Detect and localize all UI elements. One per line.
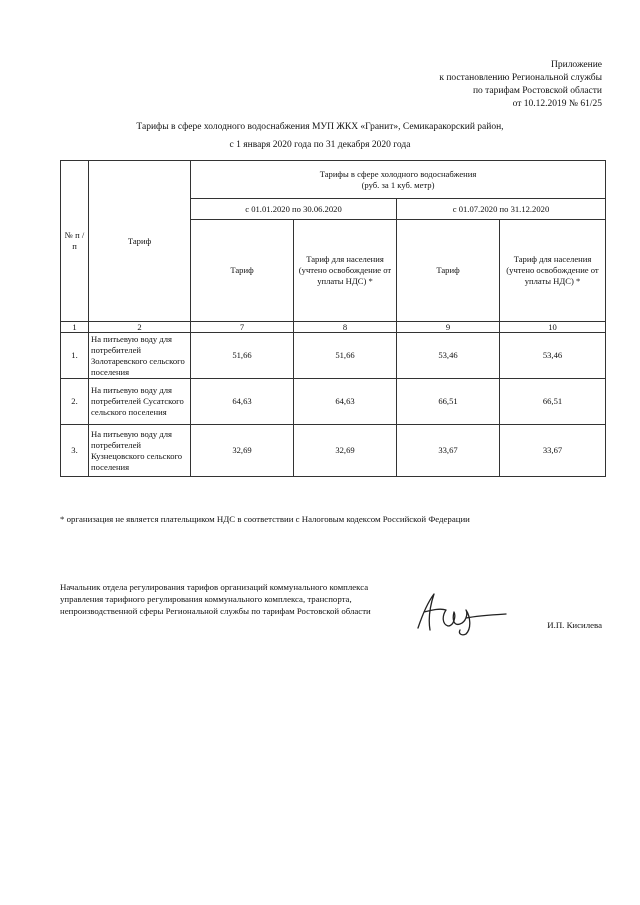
column-number: 1	[61, 322, 89, 333]
row-name: На питьевую воду для потребителей Сусатского сельского поселения	[89, 379, 191, 425]
document-title: Тарифы в сфере холодного водоснабжения МУП ЖКХ «Гранит», Семикаракорский район,	[136, 122, 504, 132]
tariff-table	[60, 160, 606, 477]
table-row	[61, 425, 606, 477]
group-header-line-1: Тарифы в сфере холодного водоснабжения	[319, 168, 477, 179]
column-number: 9	[397, 322, 500, 333]
group-header	[191, 161, 606, 199]
sub-header-population-2: Тариф для населения (учтено освобождение от уплаты НДС) *	[500, 220, 606, 322]
signatory-position: Начальник отдела регулирования тарифов организаций коммунального комплекса управления тарифного регулирования коммунального комплекса, транспорта, непроизводственной сферы Региональной службы по тарифам Ростовской области	[60, 582, 371, 616]
col-header-tariff: Тариф	[89, 161, 191, 322]
col-header-no: № п /п	[61, 161, 89, 322]
handwritten-signature	[410, 588, 510, 638]
row-name: На питьевую воду для потребителей Кузнецовского сельского поселения	[89, 425, 191, 477]
row-value: 51,66	[294, 333, 397, 379]
appendix-line-1: Приложение	[551, 60, 602, 70]
row-no: 3.	[61, 425, 89, 477]
row-value: 64,63	[294, 379, 397, 425]
row-value: 66,51	[500, 379, 606, 425]
row-value: 32,69	[294, 425, 397, 477]
appendix-line-4: от 10.12.2019 № 61/25	[512, 99, 602, 109]
signatory-name: И.П. Кисилева	[547, 620, 602, 630]
column-number: 7	[191, 322, 294, 333]
appendix-header	[439, 59, 602, 111]
sub-header-tariff-1: Тариф	[191, 220, 294, 322]
appendix-line-3: по тарифам Ростовской области	[472, 86, 602, 96]
row-value: 33,67	[397, 425, 500, 477]
row-value: 53,46	[397, 333, 500, 379]
row-value: 66,51	[397, 379, 500, 425]
group-header-line-2: (руб. за 1 куб. метр)	[361, 179, 435, 190]
table-row	[61, 333, 606, 379]
column-number: 10	[500, 322, 606, 333]
table-row	[61, 379, 606, 425]
row-no: 2.	[61, 379, 89, 425]
period-1-header: с 01.01.2020 по 30.06.2020	[191, 199, 397, 220]
column-number-row	[61, 322, 606, 333]
sub-header-tariff-2: Тариф	[397, 220, 500, 322]
column-number: 8	[294, 322, 397, 333]
footnote: * организация не является плательщиком НДС в соответствии с Налоговым кодексом Российской Федерации	[60, 514, 470, 524]
row-no: 1.	[61, 333, 89, 379]
row-value: 51,66	[191, 333, 294, 379]
row-value: 53,46	[500, 333, 606, 379]
row-value: 33,67	[500, 425, 606, 477]
sub-header-population-1: Тариф для населения (учтено освобождение от уплаты НДС) *	[294, 220, 397, 322]
row-name: На питьевую воду для потребителей Золотаревского сельского поселения	[89, 333, 191, 379]
period-2-header: с 01.07.2020 по 31.12.2020	[397, 199, 606, 220]
appendix-line-2: к постановлению Региональной службы	[439, 73, 602, 83]
row-value: 32,69	[191, 425, 294, 477]
document-period: с 1 января 2020 года по 31 декабря 2020 года	[229, 140, 411, 150]
row-value: 64,63	[191, 379, 294, 425]
column-number: 2	[89, 322, 191, 333]
